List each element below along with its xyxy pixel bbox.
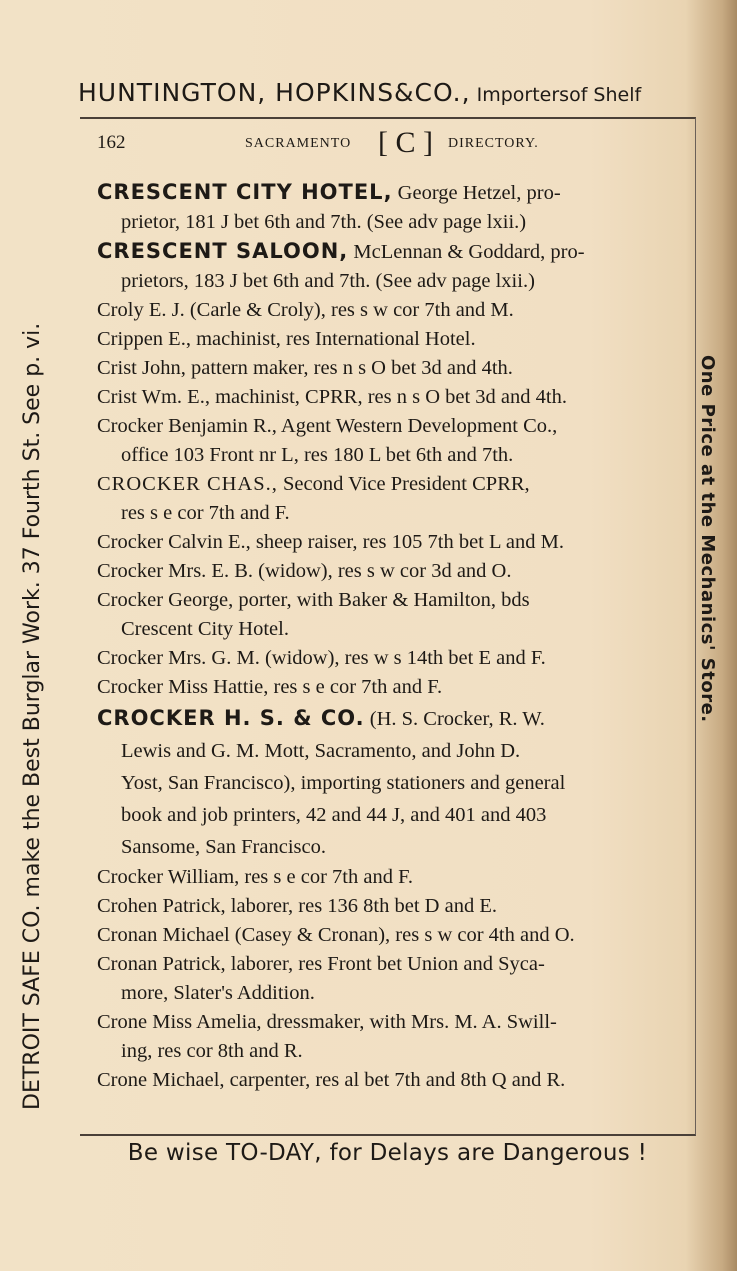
entry-continuation-line bbox=[97, 979, 689, 1008]
entry-continuation-line bbox=[97, 767, 689, 799]
entry-first-line bbox=[97, 702, 689, 735]
entry-continuation-line bbox=[97, 831, 689, 863]
entry-first-line bbox=[97, 1008, 689, 1037]
entry-text: Lewis and G. M. Mott, Sacramento, and John D. bbox=[121, 740, 521, 762]
entry-name: CRESCENT CITY HOTEL, bbox=[97, 180, 393, 204]
entry-text: book and job printers, 42 and 44 J, and 401 and 403 bbox=[121, 804, 547, 826]
entry-continuation-line bbox=[97, 267, 689, 296]
entry-text: office 103 Front nr L, res 180 L bet 6th and 7th. bbox=[121, 444, 514, 466]
entry-text: Crocker Calvin E., sheep raiser, res 105 7th bet L and M. bbox=[97, 531, 564, 553]
entry-text: Crocker Miss Hattie, res s e cor 7th and F. bbox=[97, 676, 443, 698]
entry-text: prietors, 183 J bet 6th and 7th. (See adv page lxii.) bbox=[121, 270, 535, 292]
entry-name: CRESCENT SALOON, bbox=[97, 239, 349, 263]
directory-entry bbox=[97, 863, 689, 892]
entry-continuation-line bbox=[97, 615, 689, 644]
directory-entries bbox=[97, 178, 689, 1095]
entry-text: Crocker George, porter, with Baker & Hamilton, bds bbox=[97, 589, 530, 611]
entry-text: Crone Michael, carpenter, res al bet 7th and 8th Q and R. bbox=[97, 1069, 566, 1091]
directory-entry bbox=[97, 950, 689, 1008]
entry-text: Crohen Patrick, laborer, res 136 8th bet D and E. bbox=[97, 895, 497, 917]
directory-entry bbox=[97, 702, 689, 863]
directory-entry bbox=[97, 644, 689, 673]
entry-continuation-line bbox=[97, 735, 689, 767]
entry-text: Crocker William, res s e cor 7th and F. bbox=[97, 866, 413, 888]
directory-entry bbox=[97, 237, 689, 296]
entry-first-line bbox=[97, 528, 689, 557]
header-directory: DIRECTORY. bbox=[448, 136, 539, 151]
directory-entry bbox=[97, 354, 689, 383]
directory-entry bbox=[97, 470, 689, 528]
entry-first-line bbox=[97, 1066, 689, 1095]
running-header bbox=[97, 126, 687, 162]
entry-first-line bbox=[97, 412, 689, 441]
entry-text: Second Vice President CPRR, bbox=[277, 473, 530, 495]
directory-entry bbox=[97, 921, 689, 950]
entry-text: res s e cor 7th and F. bbox=[121, 502, 290, 524]
entry-text: Crocker Benjamin R., Agent Western Development Co., bbox=[97, 415, 558, 437]
entry-text: Crescent City Hotel. bbox=[121, 618, 289, 640]
directory-entry bbox=[97, 325, 689, 354]
directory-entry bbox=[97, 528, 689, 557]
right-margin-advertisement: One Price at the Mechanics' Store. bbox=[697, 355, 718, 723]
entry-first-line bbox=[97, 892, 689, 921]
top-ad-trade: Importersof Shelf bbox=[470, 84, 642, 106]
entry-text: George Hetzel, pro- bbox=[392, 182, 561, 204]
entry-text: Cronan Patrick, laborer, res Front bet Union and Syca- bbox=[97, 953, 545, 975]
entry-continuation-line bbox=[97, 208, 689, 237]
bottom-advertisement: Be wise TO-DAY, for Delays are Dangerous ! bbox=[127, 1140, 648, 1166]
entry-first-line bbox=[97, 325, 689, 354]
header-city: SACRAMENTO bbox=[245, 136, 352, 151]
entry-first-line bbox=[97, 296, 689, 325]
page-number: 162 bbox=[97, 132, 126, 153]
entry-text: Yost, San Francisco), importing stationers and general bbox=[121, 772, 566, 794]
entry-text: more, Slater's Addition. bbox=[121, 982, 315, 1004]
entry-text: Crist John, pattern maker, res n s O bet 3d and 4th. bbox=[97, 357, 513, 379]
entry-first-line bbox=[97, 673, 689, 702]
directory-entry bbox=[97, 383, 689, 412]
entry-text: Croly E. J. (Carle & Croly), res s w cor 7th and M. bbox=[97, 299, 514, 321]
entry-continuation-line bbox=[97, 441, 689, 470]
entry-name: CROCKER CHAS., bbox=[97, 473, 278, 495]
entry-text: Crocker Mrs. G. M. (widow), res w s 14th bet E and F. bbox=[97, 647, 546, 669]
directory-entry bbox=[97, 412, 689, 470]
entry-text: Crist Wm. E., machinist, CPRR, res n s O bet 3d and 4th. bbox=[97, 386, 567, 408]
entry-first-line bbox=[97, 557, 689, 586]
entry-text: prietor, 181 J bet 6th and 7th. (See adv page lxii.) bbox=[121, 211, 527, 233]
entry-continuation-line bbox=[97, 499, 689, 528]
top-ad-firm: HUNTINGTON, HOPKINS&CO., bbox=[78, 78, 471, 107]
top-advertisement bbox=[78, 78, 718, 112]
entry-first-line bbox=[97, 354, 689, 383]
left-margin-advertisement: DETROIT SAFE CO. make the Best Burglar Work. 37 Fourth St. See p. vi. bbox=[20, 322, 45, 1110]
entry-first-line bbox=[97, 644, 689, 673]
directory-entry bbox=[97, 586, 689, 644]
entry-first-line bbox=[97, 178, 689, 208]
directory-entry bbox=[97, 1008, 689, 1066]
entry-continuation-line bbox=[97, 1037, 689, 1066]
entry-text: (H. S. Crocker, R. W. bbox=[364, 708, 545, 730]
directory-entry bbox=[97, 557, 689, 586]
entry-first-line bbox=[97, 863, 689, 892]
entry-text: McLennan & Goddard, pro- bbox=[348, 241, 585, 263]
entry-first-line bbox=[97, 921, 689, 950]
directory-entry bbox=[97, 178, 689, 237]
entry-first-line bbox=[97, 950, 689, 979]
directory-entry bbox=[97, 673, 689, 702]
entry-first-line bbox=[97, 383, 689, 412]
entry-first-line bbox=[97, 237, 689, 267]
entry-text: Cronan Michael (Casey & Cronan), res s w cor 4th and O. bbox=[97, 924, 575, 946]
entry-text: Crone Miss Amelia, dressmaker, with Mrs. M. A. Swill- bbox=[97, 1011, 557, 1033]
directory-entry bbox=[97, 892, 689, 921]
entry-continuation-line bbox=[97, 799, 689, 831]
header-letter: [ C ] bbox=[378, 126, 433, 159]
entry-first-line bbox=[97, 586, 689, 615]
entry-text: ing, res cor 8th and R. bbox=[121, 1040, 303, 1062]
entry-name: CROCKER H. S. & CO. bbox=[97, 706, 365, 730]
entry-text: Crocker Mrs. E. B. (widow), res s w cor 3d and O. bbox=[97, 560, 512, 582]
entry-text: Sansome, San Francisco. bbox=[121, 836, 326, 858]
directory-entry bbox=[97, 1066, 689, 1095]
entry-text: Crippen E., machinist, res International Hotel. bbox=[97, 328, 476, 350]
directory-entry bbox=[97, 296, 689, 325]
entry-first-line bbox=[97, 470, 689, 499]
